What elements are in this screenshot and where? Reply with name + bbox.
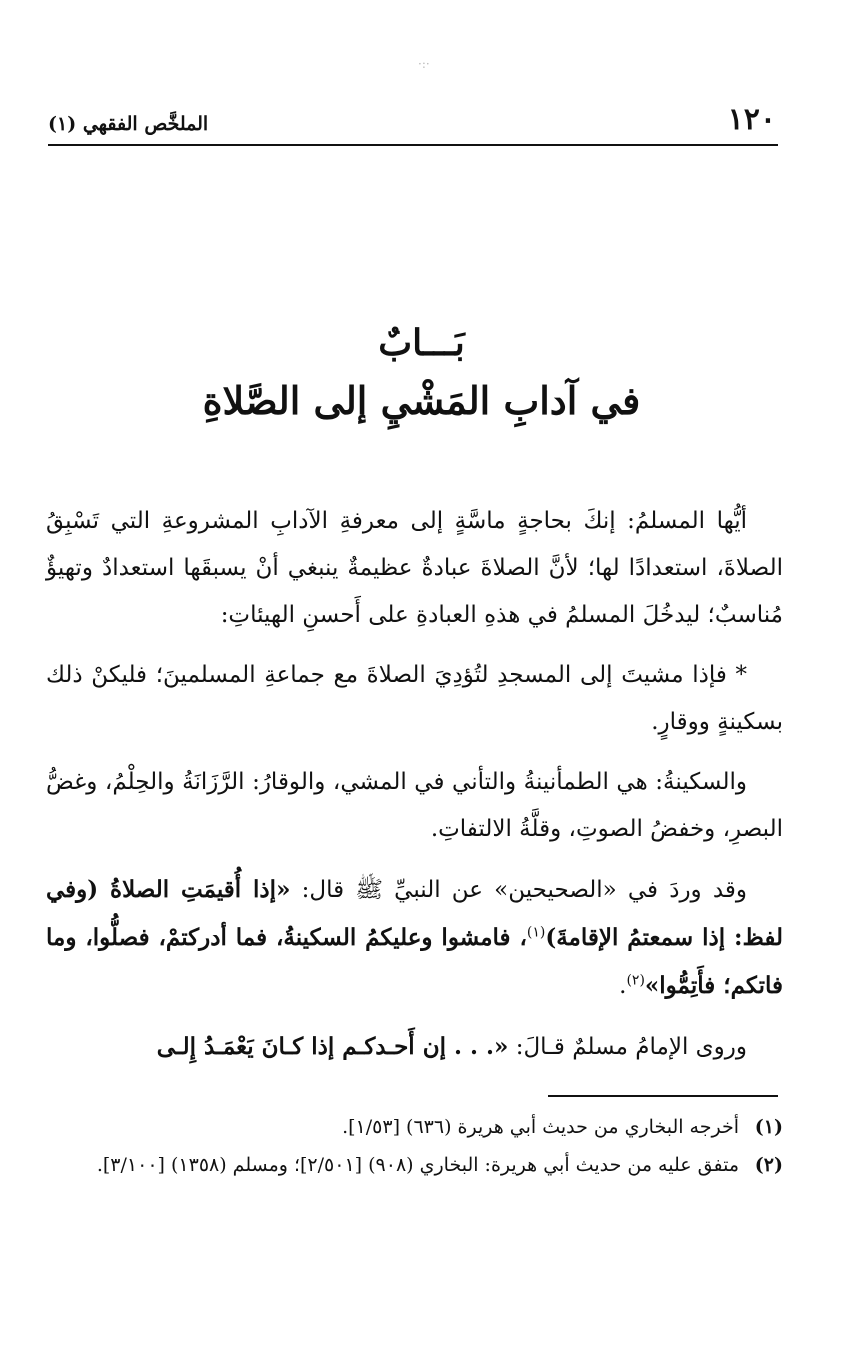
hadith-period: . — [619, 973, 627, 999]
paragraph-hadith — [46, 866, 783, 1010]
hadith-quote-start: «إذا أُقيمَتِ الصلاةُ — [110, 876, 291, 903]
footnote-ref-2[interactable]: (٢) — [626, 972, 645, 989]
body-text — [46, 498, 783, 1071]
muslim-quote: «. . . إن أَحـدكـم إذا كـانَ يَعْمَـدُ إِلـى — [156, 1033, 509, 1060]
paragraph-intro: أيُّها المسلمُ: إنكَ بحاجةٍ ماسَّةٍ إلى معرفةِ الآدابِ المشروعةِ التي تَسْبِقُ الصلاةَ، استعدادًا لها؛ لأنَّ الصلاةَ عبادةٌ عظيمةٌ ينبغي أنْ يسبقَها استعدادٌ وتهيؤٌ مُناسبٌ؛ ليدخُلَ المسلمُ في هذهِ العبادةِ على أَحسنِ الهيئاتِ: — [46, 508, 783, 628]
hadith-variant: (وفي لفظ: إذا سمعتمُ الإقامةَ) — [46, 876, 784, 951]
footnote-1 — [46, 1108, 783, 1146]
paragraph-definition: والسكينةُ: هي الطمأنينةُ والتأني في المشي، والوقارُ: الرَّزَانَةُ والحِلْمُ، وغضُّ البصرِ، وخفضُ الصوتِ، وقلَّةُ الالتفاتِ. — [46, 769, 783, 842]
footnote-text: متفق عليه من حديث أبي هريرة: البخاري (٩٠٨) [٢/٥٠١]؛ ومسلم (١٣٥٨) [٣/١٠٠]. — [96, 1154, 739, 1176]
footnote-number: (١) — [754, 1116, 783, 1138]
footnote-number: (٢) — [754, 1154, 783, 1176]
chapter-label: بَـــابٌ — [378, 322, 465, 364]
footnote-divider — [548, 1095, 778, 1097]
footnote-2 — [46, 1146, 783, 1184]
paragraph-walking: * فإذا مشيتَ إلى المسجدِ لتُؤدِيَ الصلاةَ مع جماعةِ المسلمينَ؛ فليكنْ ذلك بسكينةٍ ووقارٍ. — [46, 662, 783, 735]
footnote-text: أخرجه البخاري من حديث أبي هريرة (٦٣٦) [١/٥٣]. — [342, 1116, 739, 1138]
footnotes — [46, 1108, 783, 1184]
paragraph-muslim — [46, 1023, 783, 1071]
muslim-intro: وروى الإمامُ مسلمٌ قـالَ: — [508, 1034, 747, 1060]
running-title: الملخَّص الفقهي (١) — [48, 113, 209, 135]
hadith-intro: وقد وردَ في «الصحيحين» عن النبيِّ ﷺ قال: — [290, 877, 747, 903]
hadith-quote-end: ، فامشوا وعليكمُ السكينةُ، فما أدركتمْ، فصلُّوا، وما فاتكم؛ فأَتِمُّوا» — [46, 924, 783, 999]
chapter-title: في آدابِ المَشْيِ إلى الصَّلاةِ — [202, 378, 641, 423]
scan-speck: ·:· — [418, 57, 430, 71]
page-number: ١٢٠ — [727, 102, 776, 137]
footnote-ref-1[interactable]: (١) — [526, 924, 546, 941]
page-header — [48, 104, 778, 146]
